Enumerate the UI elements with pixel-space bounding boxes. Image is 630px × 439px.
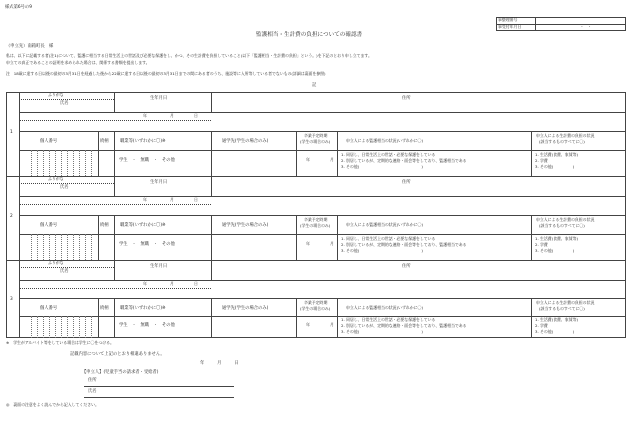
custody-option-2-2[interactable]: 2. 別居しているが、定期的な連絡・面会等をしており、監護相当である: [341, 242, 467, 247]
intro-note: 注 18歳に達する日以後の最初の3月31日を経過した後から22歳に達する日以後の最初の3月31日までの間にある者のうち、施設等に入所等している者でないもの(詳細は裏面を参照): [6, 71, 326, 76]
footer-note: ◎ 裏面の注意をよく読んでから記入してください。: [6, 402, 99, 407]
reception-number-label: 事整理番号: [498, 17, 518, 22]
applicant-address-label: 住所: [88, 378, 97, 383]
ki-heading: 記: [312, 83, 317, 88]
reception-date-label: 事受付年月日: [498, 24, 522, 29]
cost-option-1-3[interactable]: 3. その他( ): [535, 164, 575, 169]
intro-line-2: 申立ての真正であることの証明を求められた場合は、関係する書類を提出します。: [6, 60, 150, 65]
cost-option-1-2[interactable]: 2. 学費: [535, 158, 548, 163]
signature-date[interactable]: 年 月 日: [200, 361, 239, 366]
document-title: 監護相当・生計費の負担についての確認書: [256, 32, 363, 38]
individual-number-cells[interactable]: [25, 150, 97, 176]
cost-option-3-2[interactable]: 2. 学費: [535, 323, 548, 328]
cost-option-3-1[interactable]: 1. 生活費(食費、家賃等): [535, 317, 578, 322]
individual-number-cells[interactable]: [25, 234, 97, 260]
occupation-options-2[interactable]: 学生 ・ 無職 ・ その他: [119, 242, 175, 247]
custody-option-3-3[interactable]: 3. その他( ): [341, 329, 423, 334]
reception-date-marks: ・ ・: [580, 24, 592, 29]
custody-option-1-1[interactable]: 1. 同居し、日常生活上の世話・必要な保護をしている: [341, 152, 436, 157]
addressee: （申立先）南箱町長 様: [6, 44, 54, 49]
cost-option-2-1[interactable]: 1. 生活費(食費、家賃等): [535, 236, 578, 241]
individual-number-cells[interactable]: [25, 316, 97, 338]
applicant-name-label: 氏名: [88, 389, 97, 394]
occupation-options-3[interactable]: 学生 ・ 無職 ・ その他: [119, 323, 175, 328]
custody-option-3-1[interactable]: 1. 同居し、日常生活上の世話・必要な保護をしている: [341, 317, 436, 322]
custody-option-1-3[interactable]: 3. その他( ): [341, 164, 423, 169]
confirm-text: 記載内容について上記のとおり相違ありません。: [70, 352, 165, 357]
occupation-options-1[interactable]: 学生 ・ 無職 ・ その他: [119, 158, 175, 163]
applicant-label: 【申立人】(児童手当の請求者・受給者): [82, 370, 159, 375]
cost-option-3-3[interactable]: 3. その他( ): [535, 329, 575, 334]
cost-option-2-2[interactable]: 2. 学費: [535, 242, 548, 247]
intro-line-1: 私は、以下に記載する者(注1)について、監護に相当する日常生活上の世話及び必要な保護をし、かつ、その生計費を負担していること(以下「監護相当・生計費の負担」という。)を下記のとおり申し立てます。: [6, 53, 372, 58]
applicant-name-field[interactable]: [84, 397, 234, 398]
form-number: 様式第6号の9: [5, 5, 32, 10]
student-note: ※ 学生がアルバイト等をしている場合は学生に〇をつける。: [6, 340, 114, 345]
cost-option-1-1[interactable]: 1. 生活費(食費、家賃等): [535, 152, 578, 157]
applicant-address-field[interactable]: [84, 386, 234, 387]
cost-option-2-3[interactable]: 3. その他( ): [535, 248, 575, 253]
custody-option-3-2[interactable]: 2. 別居しているが、定期的な連絡・面会等をしており、監護相当である: [341, 323, 467, 328]
custody-option-2-3[interactable]: 3. その他( ): [341, 248, 423, 253]
custody-option-2-1[interactable]: 1. 同居し、日常生活上の世話・必要な保護をしている: [341, 236, 436, 241]
custody-option-1-2[interactable]: 2. 別居しているが、定期的な連絡・面会等をしており、監護相当である: [341, 158, 467, 163]
